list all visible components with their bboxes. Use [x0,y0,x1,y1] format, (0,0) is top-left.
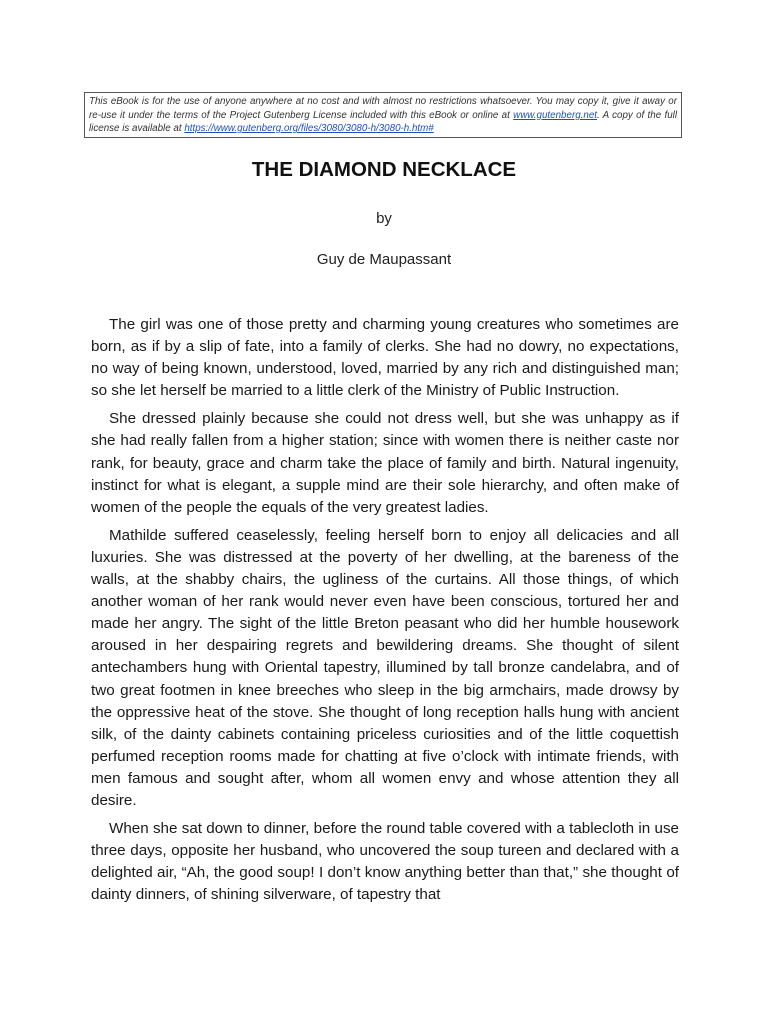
full-license-link[interactable]: https://www.gutenberg.org/files/3080/3080-h/3080-h.htm# [184,123,434,134]
license-text-part1: This eBook is for the use of anyone anywhere at no cost and with almost no restrictions whatsoever. You may copy it, give it away or re-use it under the terms of the Project Gutenberg License included with this eBook or online at [89,96,677,121]
author-name: Guy de Maupassant [316,251,452,268]
page-title: THE DIAMOND NECKLACE [251,158,517,181]
story-body [91,314,679,926]
gutenberg-site-link[interactable]: www.gutenberg.net [513,109,597,121]
paragraph: Mathilde suffered ceaselessly, feeling herself born to enjoy all delicacies and all luxuries. She was distressed at the poverty of her dwelling, at the bareness of the walls, at the shabby chairs, the ugliness of the curtains. All those things, of which another woman of her rank would never even have been conscious, tortured her and made her angry. The sight of the little Breton peasant who did her humble housework aroused in her despairing regrets and bewildering dreams. She thought of silent antechambers hung with Oriental tapestry, illumined by tall bronze candelabra, and of two great footmen in knee breeches who sleep in the big armchairs, made drowsy by the oppressive heat of the stove. She thought of long reception halls hung with ancient silk, of the dainty cabinets containing priceless curiosities and of the little coquettish perfumed reception rooms made for chatting at five o’clock with intimate friends, with men famous and sought after, whom all women envy and whose attention they all desire. [91,526,679,809]
byline: by [376,210,392,227]
paragraph: The girl was one of those pretty and charming young creatures who sometimes are born, as if by a slip of fate, into a family of clerks. She had no dowry, no expectations, no way of being known, understood, loved, married by any rich and distinguished man; so she let herself be married to a little clerk of the Ministry of Public Instruction. [91,316,679,400]
paragraph: When she sat down to dinner, before the round table covered with a tablecloth in use three days, opposite her husband, who uncovered the soup tureen and declared with a delighted air, “Ah, the good soup! I don’t know anything better than that,” she thought of dainty dinners, of shining silverware, of tapestry that [91,820,679,904]
license-text-part2: . A copy of the full license is available at [89,109,677,134]
license-notice [84,92,682,138]
paragraph: She dressed plainly because she could not dress well, but she was unhappy as if she had really fallen from a higher station; since with women there is neither caste nor rank, for beauty, grace and charm take the place of family and birth. Natural ingenuity, instinct for what is elegant, a supple mind are their sole hierarchy, and often make of women of the people the equals of the very greatest ladies. [91,410,679,516]
